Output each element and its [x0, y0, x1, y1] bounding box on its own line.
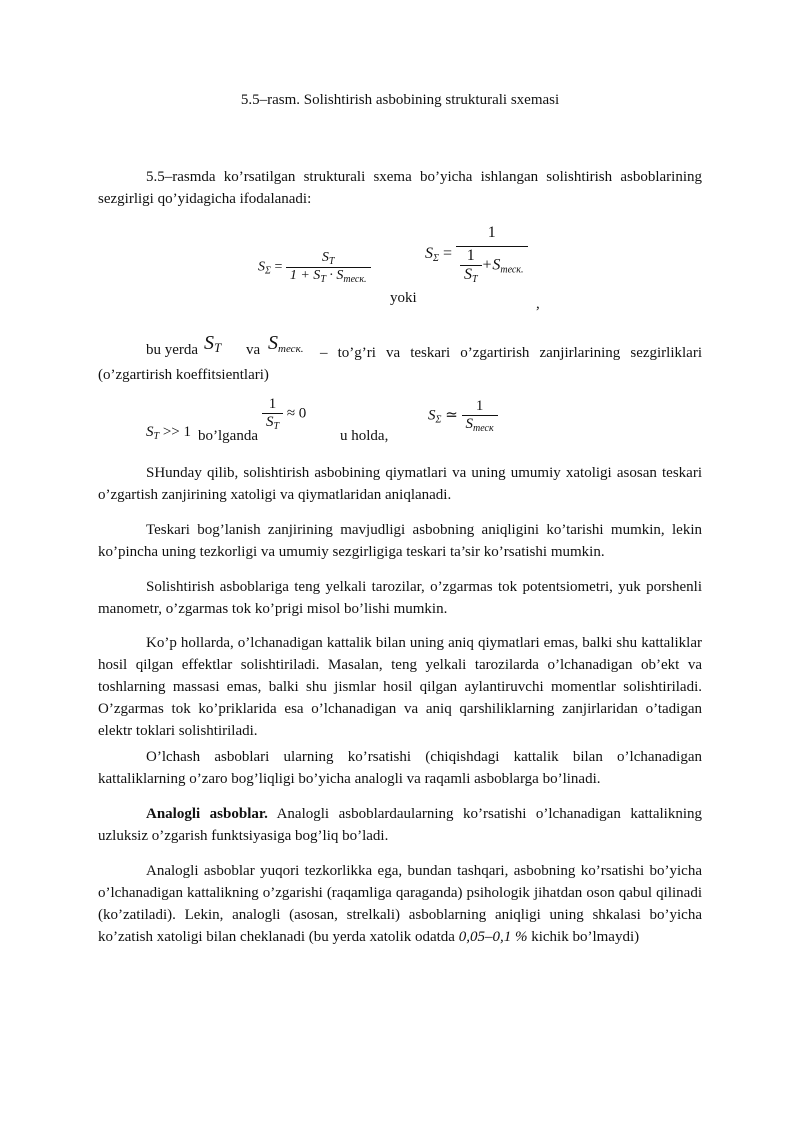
formula-symbol: S: [268, 332, 278, 354]
paragraph-analog: [98, 803, 702, 847]
inner-numerator: 1: [466, 247, 475, 264]
text-bu-yerda: bu yerda: [146, 342, 199, 358]
fraction-denominator: [456, 246, 528, 285]
paragraph-analog-details: [98, 860, 702, 948]
formula-text: >> 1: [159, 424, 191, 440]
formula-subscript: T: [273, 421, 280, 432]
formula-subscript: Σ: [435, 414, 442, 426]
formula-symbol: S: [204, 332, 214, 354]
formula-subscript: Σ: [265, 265, 271, 277]
paragraph-effects: Ko’p hollarda, o’lchanadigan kattalik bilan uning aniq qiymatlari emas, balki shu kattaliklar hosil qilgan effektlar solishtiriladi. Masalan, teng yelkali tarozilarda o’lchanadigan ob’ekt va toshlarning massasi emas, balki shu jismlar hosil qilgan aylantiruvchi momentlar solishtiriladi. O’zgarmas tok ko’priklarida esa o’lchanadigan va aniq qarshiliklarning zanjirlaridan o’tadigan elektr toklari solishtiriladi.: [98, 635, 702, 739]
formula-symbol: S: [266, 414, 274, 430]
inner-denominator: [460, 265, 482, 285]
formula-symbol: S: [258, 259, 265, 275]
figure-caption: 5.5–rasm. Solishtirish asbobining strukturali sxemasi: [240, 92, 560, 108]
formula-text: 1 + S: [289, 268, 321, 283]
fraction-numerator: [286, 250, 371, 267]
formula-sensitivity-2: [425, 224, 528, 285]
inner-fraction: [460, 247, 482, 285]
formula-subscript: T: [320, 274, 326, 285]
formula-symbol: S: [428, 407, 436, 424]
formula-result: [428, 398, 498, 434]
text-va: va: [246, 342, 261, 358]
formula-text: +S: [481, 256, 501, 274]
paragraph-classification: O’lchash asboblari ularning ko’rsatishi (chiqishdagi kattalik bilan o’lchanadigan kattaliklarning o’zaro bog’liqligi bo’yicha analogli va raqamli asboblarga bo’linadi.: [98, 749, 702, 787]
fraction: [262, 396, 283, 432]
paragraph-analog-details-text: Analogli asboblar yuqori tezkorlikka ega, bundan tashqari, asbobning ko’rsatishi bo’yicha o’lchanadigan kattalikning o’zgarishi (raqamliga qaraganda) psihologik jihatdan oson qabul qilinadi (ko’zatiladi). Lekin, analogli (asosan, strelkali) asboblarning aniqligi uning shkalasi bo’yicha ko’zatish xatoligi bilan cheklanadi (bu yerda xatolik odatda: [98, 863, 702, 945]
formula-subscript: теск: [473, 423, 494, 434]
paragraph-analog-details-end: kichik bo’lmaydi): [527, 929, 640, 945]
formula-sensitivity-1: [258, 250, 371, 285]
equals-sign: =: [274, 259, 283, 275]
fraction-denominator: [286, 267, 371, 285]
fraction: [286, 250, 371, 285]
formula-condition: [146, 424, 191, 442]
paragraph-examples: Solishtirish asboblariga teng yelkali tarozilar, o’zgarmas tok potentsiometri, yuk porshenli manometr, o’zgarmas tok ko’prigi misol bo’lishi mumkin.: [98, 579, 702, 617]
fraction-numerator: 1: [475, 398, 484, 414]
fraction-numerator: 1: [268, 396, 277, 412]
fraction-denominator: [262, 413, 283, 432]
formula-subscript: теск.: [278, 343, 304, 355]
text-u-holda: u holda,: [340, 428, 389, 444]
formula-text: · S: [325, 268, 344, 283]
fraction: [456, 224, 528, 285]
formula-subscript: теск.: [343, 274, 367, 285]
heading-analog: Analogli asboblar.: [146, 806, 268, 822]
formula-approx: [262, 396, 306, 432]
paragraph-definition: – to’g’ri va teskari o’zgartirish zanjirlarining sezgirliklari (o’zgartirish koeffitsientlari): [98, 345, 702, 383]
fraction-numerator: 1: [487, 224, 496, 241]
paragraph-intro: 5.5–rasmda ko’rsatilgan strukturali sxema bo’yicha ishlangan solishtirish asboblarining sezgirligi qo’yidagicha ifodalanadi:: [98, 169, 702, 207]
fraction: [462, 398, 498, 434]
formula-text: ≃: [441, 407, 462, 424]
formula-subscript: Σ: [433, 253, 439, 265]
formula-symbol: S: [465, 416, 474, 432]
comma: ,: [536, 296, 540, 312]
equals-sign: =: [442, 245, 452, 263]
formula-subscript: T: [153, 431, 160, 442]
formula-text: ≈ 0: [283, 405, 307, 422]
formula-subscript: теск.: [500, 264, 524, 276]
formula-subscript: T: [471, 274, 478, 285]
word-yoki: yoki: [390, 290, 417, 306]
formula-subscript: T: [214, 340, 222, 355]
formula-symbol: S: [425, 245, 433, 263]
formula-symbol: S: [463, 266, 472, 283]
error-range: 0,05–0,1 %: [458, 929, 528, 945]
paragraph-feedback: Teskari bog’lanish zanjirining mavjudligi asbobning aniqligini ko’tarishi mumkin, lekin ko’pincha uning tezkorligi va umumiy sezgirligiga teskari ta’sir ko’rsatishi mumkin.: [98, 522, 702, 560]
formula-subscript: T: [328, 256, 335, 267]
formula-symbol: S: [146, 424, 154, 440]
formula-symbol: S: [321, 250, 329, 265]
text-bolganda: bo’lganda: [198, 428, 258, 444]
paragraph-conclusion: SHunday qilib, solishtirish asbobining qiymatlari va uning umumiy xatoligi asosan teskari o’zgartish zanjirining xatoligi va qiymatlaridan aniqlanadi.: [98, 465, 702, 503]
fraction-denominator: [462, 415, 498, 434]
paragraph-analog-text: Analogli asboblardaularning ko’rsatishi o’lchanadigan kattalikning uzluksiz o’zgarish funktsiyasiga bog’liq bo’ladi.: [98, 806, 702, 844]
